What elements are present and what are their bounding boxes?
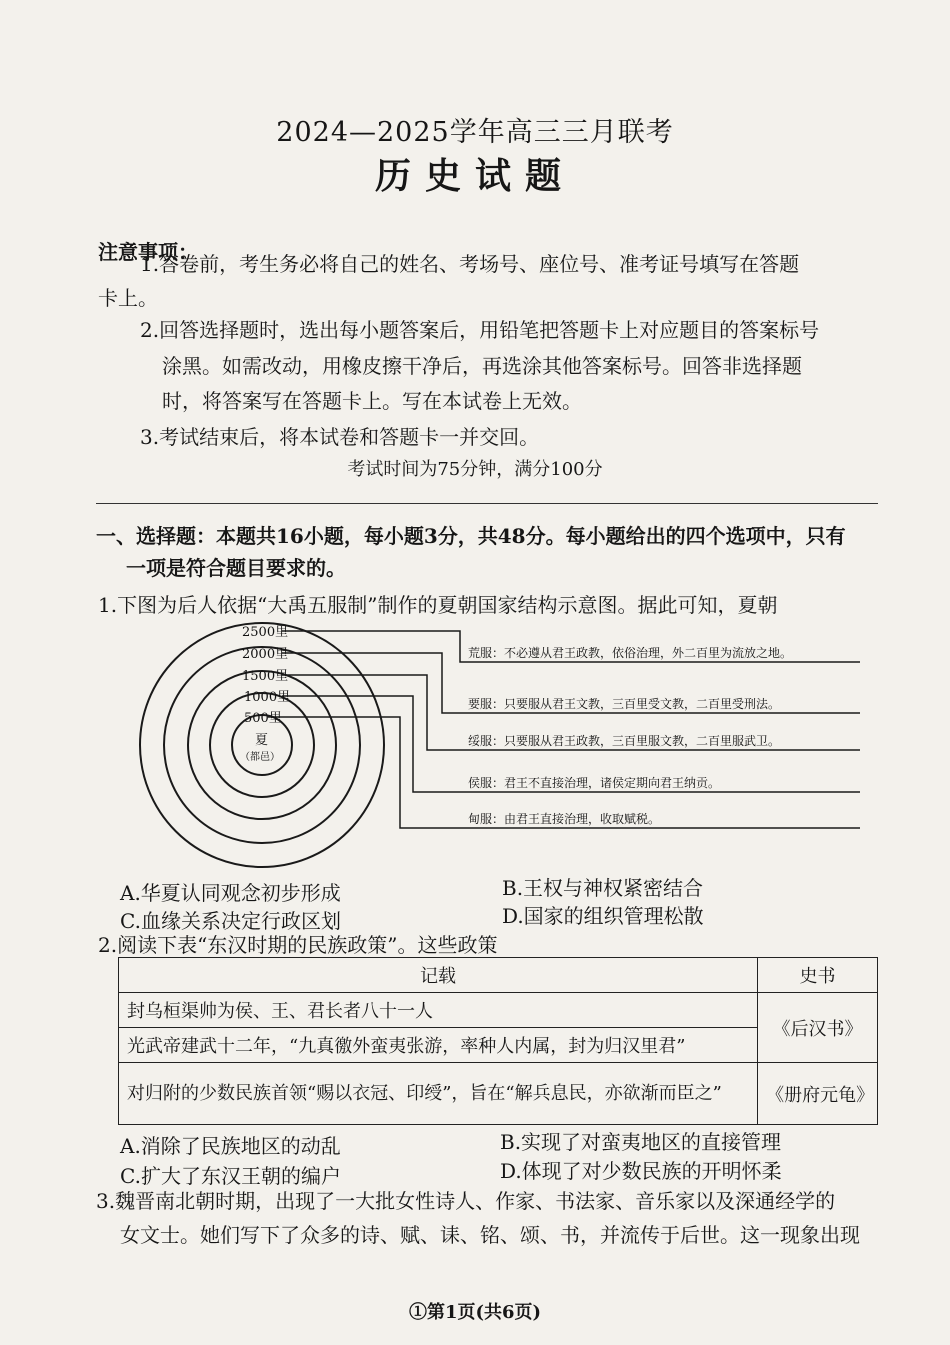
label-suifu: 绥服：只要服从君王政教，三百里服文教，二百里服武卫。 — [468, 734, 781, 748]
q1-option-b[interactable]: B.王权与神权紧密结合 — [502, 876, 704, 900]
exam-title: 2024—2025学年高三三月联考 — [276, 117, 674, 148]
notice-heading: 注意事项： — [98, 240, 198, 264]
subject-title: 历史试题 — [374, 155, 575, 197]
center-label: 夏 — [255, 733, 269, 748]
table-source-2: 《册府元龟》 — [758, 1063, 878, 1125]
q2-option-a[interactable]: A.消除了民族地区的动乱 — [120, 1134, 341, 1158]
q2-option-b[interactable]: B.实现了对蛮夷地区的直接管理 — [500, 1130, 782, 1154]
notice-item-2-cont1: 涂黑。如需改动，用橡皮擦干净后，再选涂其他答案标号。回答非选择题 — [162, 354, 802, 378]
policy-table — [118, 957, 878, 1125]
five-fu-diagram — [120, 620, 870, 870]
q3-line2: 女文士。她们写下了众多的诗、赋、诔、铭、颂、书，并流传于后世。这一现象出现 — [120, 1223, 860, 1247]
exam-time-line: 考试时间为75分钟，满分100分 — [347, 459, 603, 480]
ring-label-1500: 1500里 — [242, 669, 289, 684]
section-heading — [96, 520, 886, 584]
label-yaofu: 要服：只要服从君王文教，三百里受文教，二百里受刑法。 — [468, 697, 781, 711]
table-source-1: 《后汉书》 — [758, 993, 878, 1063]
notice-item-2-cont2: 时，将答案写在答题卡上。写在本试卷上无效。 — [162, 389, 582, 413]
center-sublabel: （都邑） — [240, 752, 280, 763]
page-footer: ①第1页(共6页) — [408, 1302, 542, 1323]
table-header-record: 记载 — [119, 958, 758, 993]
q1-option-d[interactable]: D.国家的组织管理松散 — [502, 904, 704, 928]
label-huangfu: 荒服：不必遵从君王政教，依俗治理，外二百里为流放之地。 — [468, 646, 793, 660]
q1-option-c[interactable]: C.血缘关系决定行政区划 — [120, 909, 341, 933]
ring-label-2500: 2500里 — [242, 625, 289, 640]
notice-item-1-cont: 卡上。 — [98, 286, 158, 310]
ring-label-1000: 1000里 — [244, 690, 291, 705]
notice-item-3: 3.考试结束后，将本试卷和答题卡一并交回。 — [140, 425, 540, 449]
notice-item-1: 1.答卷前，考生务必将自己的姓名、考场号、座位号、准考证号填写在答题 — [140, 252, 800, 276]
q2-option-c[interactable]: C.扩大了东汉王朝的编户 — [120, 1164, 341, 1188]
label-dianfu: 甸服：由君王直接治理，收取赋税。 — [468, 812, 661, 826]
table-header-source: 史书 — [758, 958, 878, 993]
notice-item-2: 2.回答选择题时，选出每小题答案后，用铅笔把答题卡上对应题目的答案标号 — [140, 318, 820, 342]
q2-option-d[interactable]: D.体现了对少数民族的开明怀柔 — [500, 1159, 782, 1183]
table-row-2: 光武帝建武十二年，“九真徼外蛮夷张游，率种人内属，封为归汉里君” — [119, 1028, 758, 1063]
ring-label-2000: 2000里 — [242, 647, 289, 662]
section-heading-line1: 一、选择题：本题共16小题，每小题3分，共48分。每小题给出的四个选项中，只有 — [96, 524, 846, 548]
table-row-3: 对归附的少数民族首领“赐以衣冠、印绶”，旨在“解兵息民，亦欲渐而臣之” — [119, 1063, 758, 1125]
section-heading-line2: 一项是符合题目要求的。 — [126, 556, 346, 580]
ring-label-500: 500里 — [244, 711, 282, 726]
table-row-1: 封乌桓渠帅为侯、王、君长者八十一人 — [119, 993, 758, 1028]
q1-option-a[interactable]: A.华夏认同观念初步形成 — [120, 881, 341, 905]
label-houfu: 侯服：君王不直接治理，诸侯定期向君王纳贡。 — [468, 776, 721, 790]
q2-stem: 2.阅读下表“东汉时期的民族政策”。这些政策 — [98, 933, 498, 957]
divider — [96, 503, 878, 504]
q3-line1: 3.魏晋南北朝时期，出现了一大批女性诗人、作家、书法家、音乐家以及深通经学的 — [96, 1189, 836, 1213]
q1-stem: 1.下图为后人依据“大禹五服制”制作的夏朝国家结构示意图。据此可知，夏朝 — [98, 593, 778, 617]
